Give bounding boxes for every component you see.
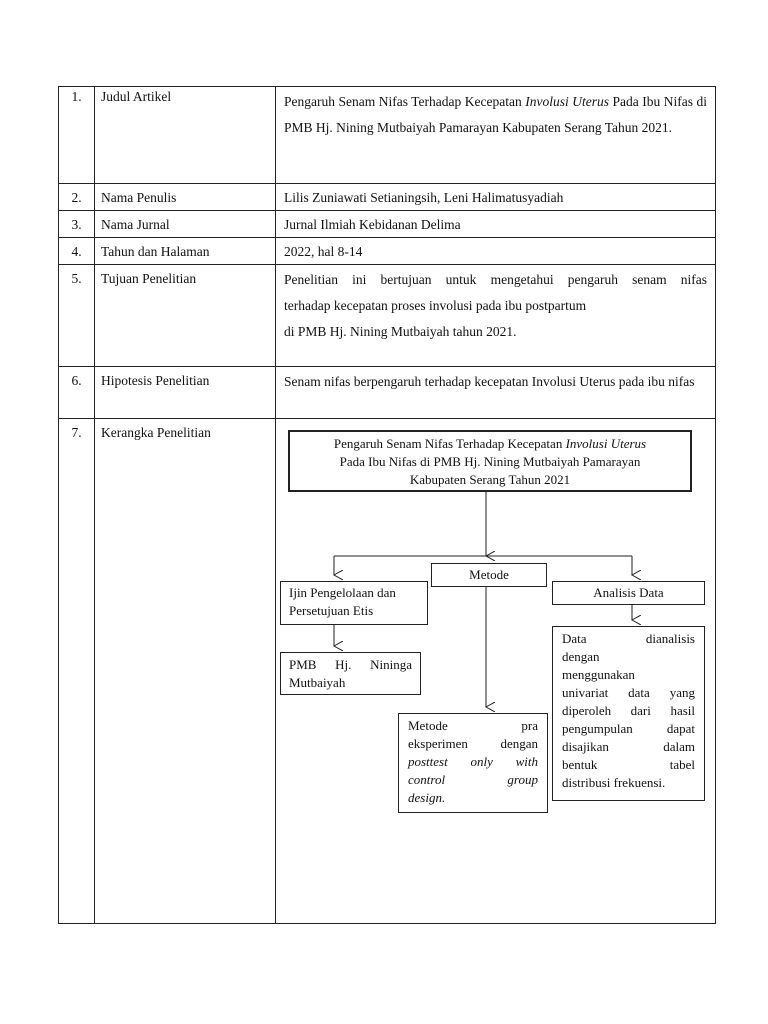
metode-detail-box: Metode pra eksperimen dengan posttest only with control group design. xyxy=(398,713,548,813)
row-number: 1. xyxy=(59,87,95,184)
data-analysis-box: Data dianalisis dengan menggunakan univariat data yang diperoleh dari hasil pengumpulan dapat disajikan dalam bentuk tabel distribusi frekuensi. xyxy=(552,626,705,801)
row-number: 5. xyxy=(59,265,95,367)
table-row xyxy=(59,87,716,184)
year-pages: 2022, hal 8-14 xyxy=(276,238,716,265)
row-label: Nama Jurnal xyxy=(95,211,276,238)
metode-box: Metode xyxy=(431,563,547,587)
row-number: 3. xyxy=(59,211,95,238)
row-label: Tahun dan Halaman xyxy=(95,238,276,265)
table-row xyxy=(59,419,716,924)
table-row xyxy=(59,367,716,419)
journal-name: Jurnal Ilmiah Kebidanan Delima xyxy=(276,211,716,238)
row-label: Hipotesis Penelitian xyxy=(95,367,276,419)
table-row xyxy=(59,265,716,367)
pmb-box: PMB Hj. Nininga Mutbaiyah xyxy=(280,652,421,695)
row-number: 2. xyxy=(59,184,95,211)
table-row xyxy=(59,211,716,238)
article-title: Pengaruh Senam Nifas Terhadap Kecepatan Involusi Uterus Pada Ibu Nifas di PMB Hj. Nining Mutbaiyah Pamarayan Kabupaten Serang Tahun 2021. xyxy=(276,87,716,184)
row-label: Kerangka Penelitian xyxy=(95,419,276,924)
research-framework xyxy=(276,419,716,924)
ijin-box: Ijin Pengelolaan dan Persetujuan Etis xyxy=(280,581,428,625)
row-label: Judul Artikel xyxy=(95,87,276,184)
row-number: 4. xyxy=(59,238,95,265)
article-review-table xyxy=(58,86,716,924)
author-names: Lilis Zuniawati Setianingsih, Leni Halimatusyadiah xyxy=(276,184,716,211)
research-objective: Penelitian ini bertujuan untuk mengetahui pengaruh senam nifas terhadap kecepatan proses involusi pada ibu postpartum di PMB Hj. Nining Mutbaiyah tahun 2021. xyxy=(276,265,716,367)
table-row xyxy=(59,184,716,211)
framework-diagram xyxy=(276,419,716,919)
research-hypothesis: Senam nifas berpengaruh terhadap kecepatan Involusi Uterus pada ibu nifas xyxy=(276,367,716,419)
framework-title-box: Pengaruh Senam Nifas Terhadap Kecepatan Involusi Uterus Pada Ibu Nifas di PMB Hj. Nining Mutbaiyah Pamarayan Kabupaten Serang Tahun 2021 xyxy=(288,430,692,492)
row-number: 7. xyxy=(59,419,95,924)
row-label: Nama Penulis xyxy=(95,184,276,211)
row-label: Tujuan Penelitian xyxy=(95,265,276,367)
analisis-data-box: Analisis Data xyxy=(552,581,705,605)
row-number: 6. xyxy=(59,367,95,419)
table-row xyxy=(59,238,716,265)
